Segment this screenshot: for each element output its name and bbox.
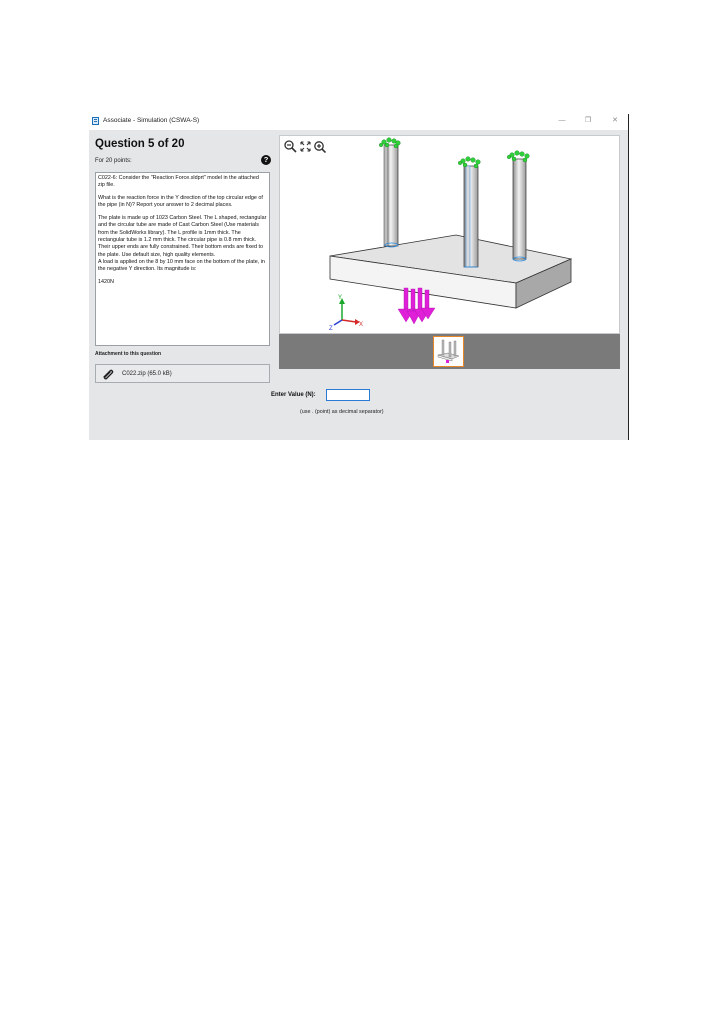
window-title: Associate - Simulation (CSWA-S) <box>103 117 200 124</box>
app-icon <box>92 117 99 125</box>
axis-label-x: X <box>359 322 364 328</box>
model-render <box>280 136 621 335</box>
rectangular-tube-column <box>464 166 478 267</box>
model-viewer[interactable] <box>279 135 620 334</box>
paperclip-icon <box>101 368 115 380</box>
l-profile-column <box>384 145 398 247</box>
axis-triad <box>329 295 363 332</box>
decimal-separator-hint: (use . (point) as decimal separator) <box>300 409 384 415</box>
question-text-box[interactable] <box>95 172 270 346</box>
question-paragraph: C022-6: Consider the "Reaction Force.sldprt" model in the attached zip file. <box>98 175 259 189</box>
axis-label-z: Z <box>329 326 333 332</box>
fixture-markers <box>379 138 529 168</box>
attachment-item[interactable] <box>95 364 270 383</box>
close-button[interactable]: ✕ <box>612 117 618 124</box>
question-paragraph: What is the reaction force in the Y direction of the top circular edge of the pipe (in N)? Report your answer to 2 decimal places. <box>98 195 263 209</box>
help-icon[interactable]: ? <box>261 155 271 165</box>
question-points: For 20 points: <box>95 158 132 164</box>
axis-label-y: Y <box>338 295 343 301</box>
title-bar <box>89 114 628 128</box>
base-plate <box>330 235 571 308</box>
circular-pipe-column <box>513 159 526 261</box>
question-paragraph: 1420N <box>98 279 114 286</box>
attachment-heading: Attachment to this question <box>95 351 162 357</box>
exam-client-area <box>89 130 628 440</box>
answer-label: Enter Value (N): <box>271 392 316 398</box>
question-title: Question 5 of 20 <box>95 138 185 150</box>
thumbnail-strip <box>279 334 620 369</box>
minimize-button[interactable]: — <box>558 117 566 124</box>
maximize-button[interactable]: ❐ <box>584 117 592 124</box>
answer-input[interactable] <box>326 389 370 401</box>
app-window <box>89 114 629 440</box>
thumbnail-1[interactable] <box>433 336 464 367</box>
thumbnail-image <box>434 337 463 366</box>
question-paragraph: The plate is made up of 1023 Carbon Steel. The L shaped, rectangular and the circular tube are made of Cast Carbon Steel (Use materials from the SolidWorks library). The L profile is 1mm thick. The rectangular tube is 1.2 mm thick. The circular pipe is 0.8 mm thick. Their upper ends are fully constrained. Their bottom ends are fixed to the plate. Use default size, high quality elements. A load is applied on the 8 by 10 mm face on the bottom of the plate, in the negative Y direction. Its magnitude is: <box>98 215 267 273</box>
attachment-filename: C022.zip (65.0 kB) <box>122 370 172 377</box>
